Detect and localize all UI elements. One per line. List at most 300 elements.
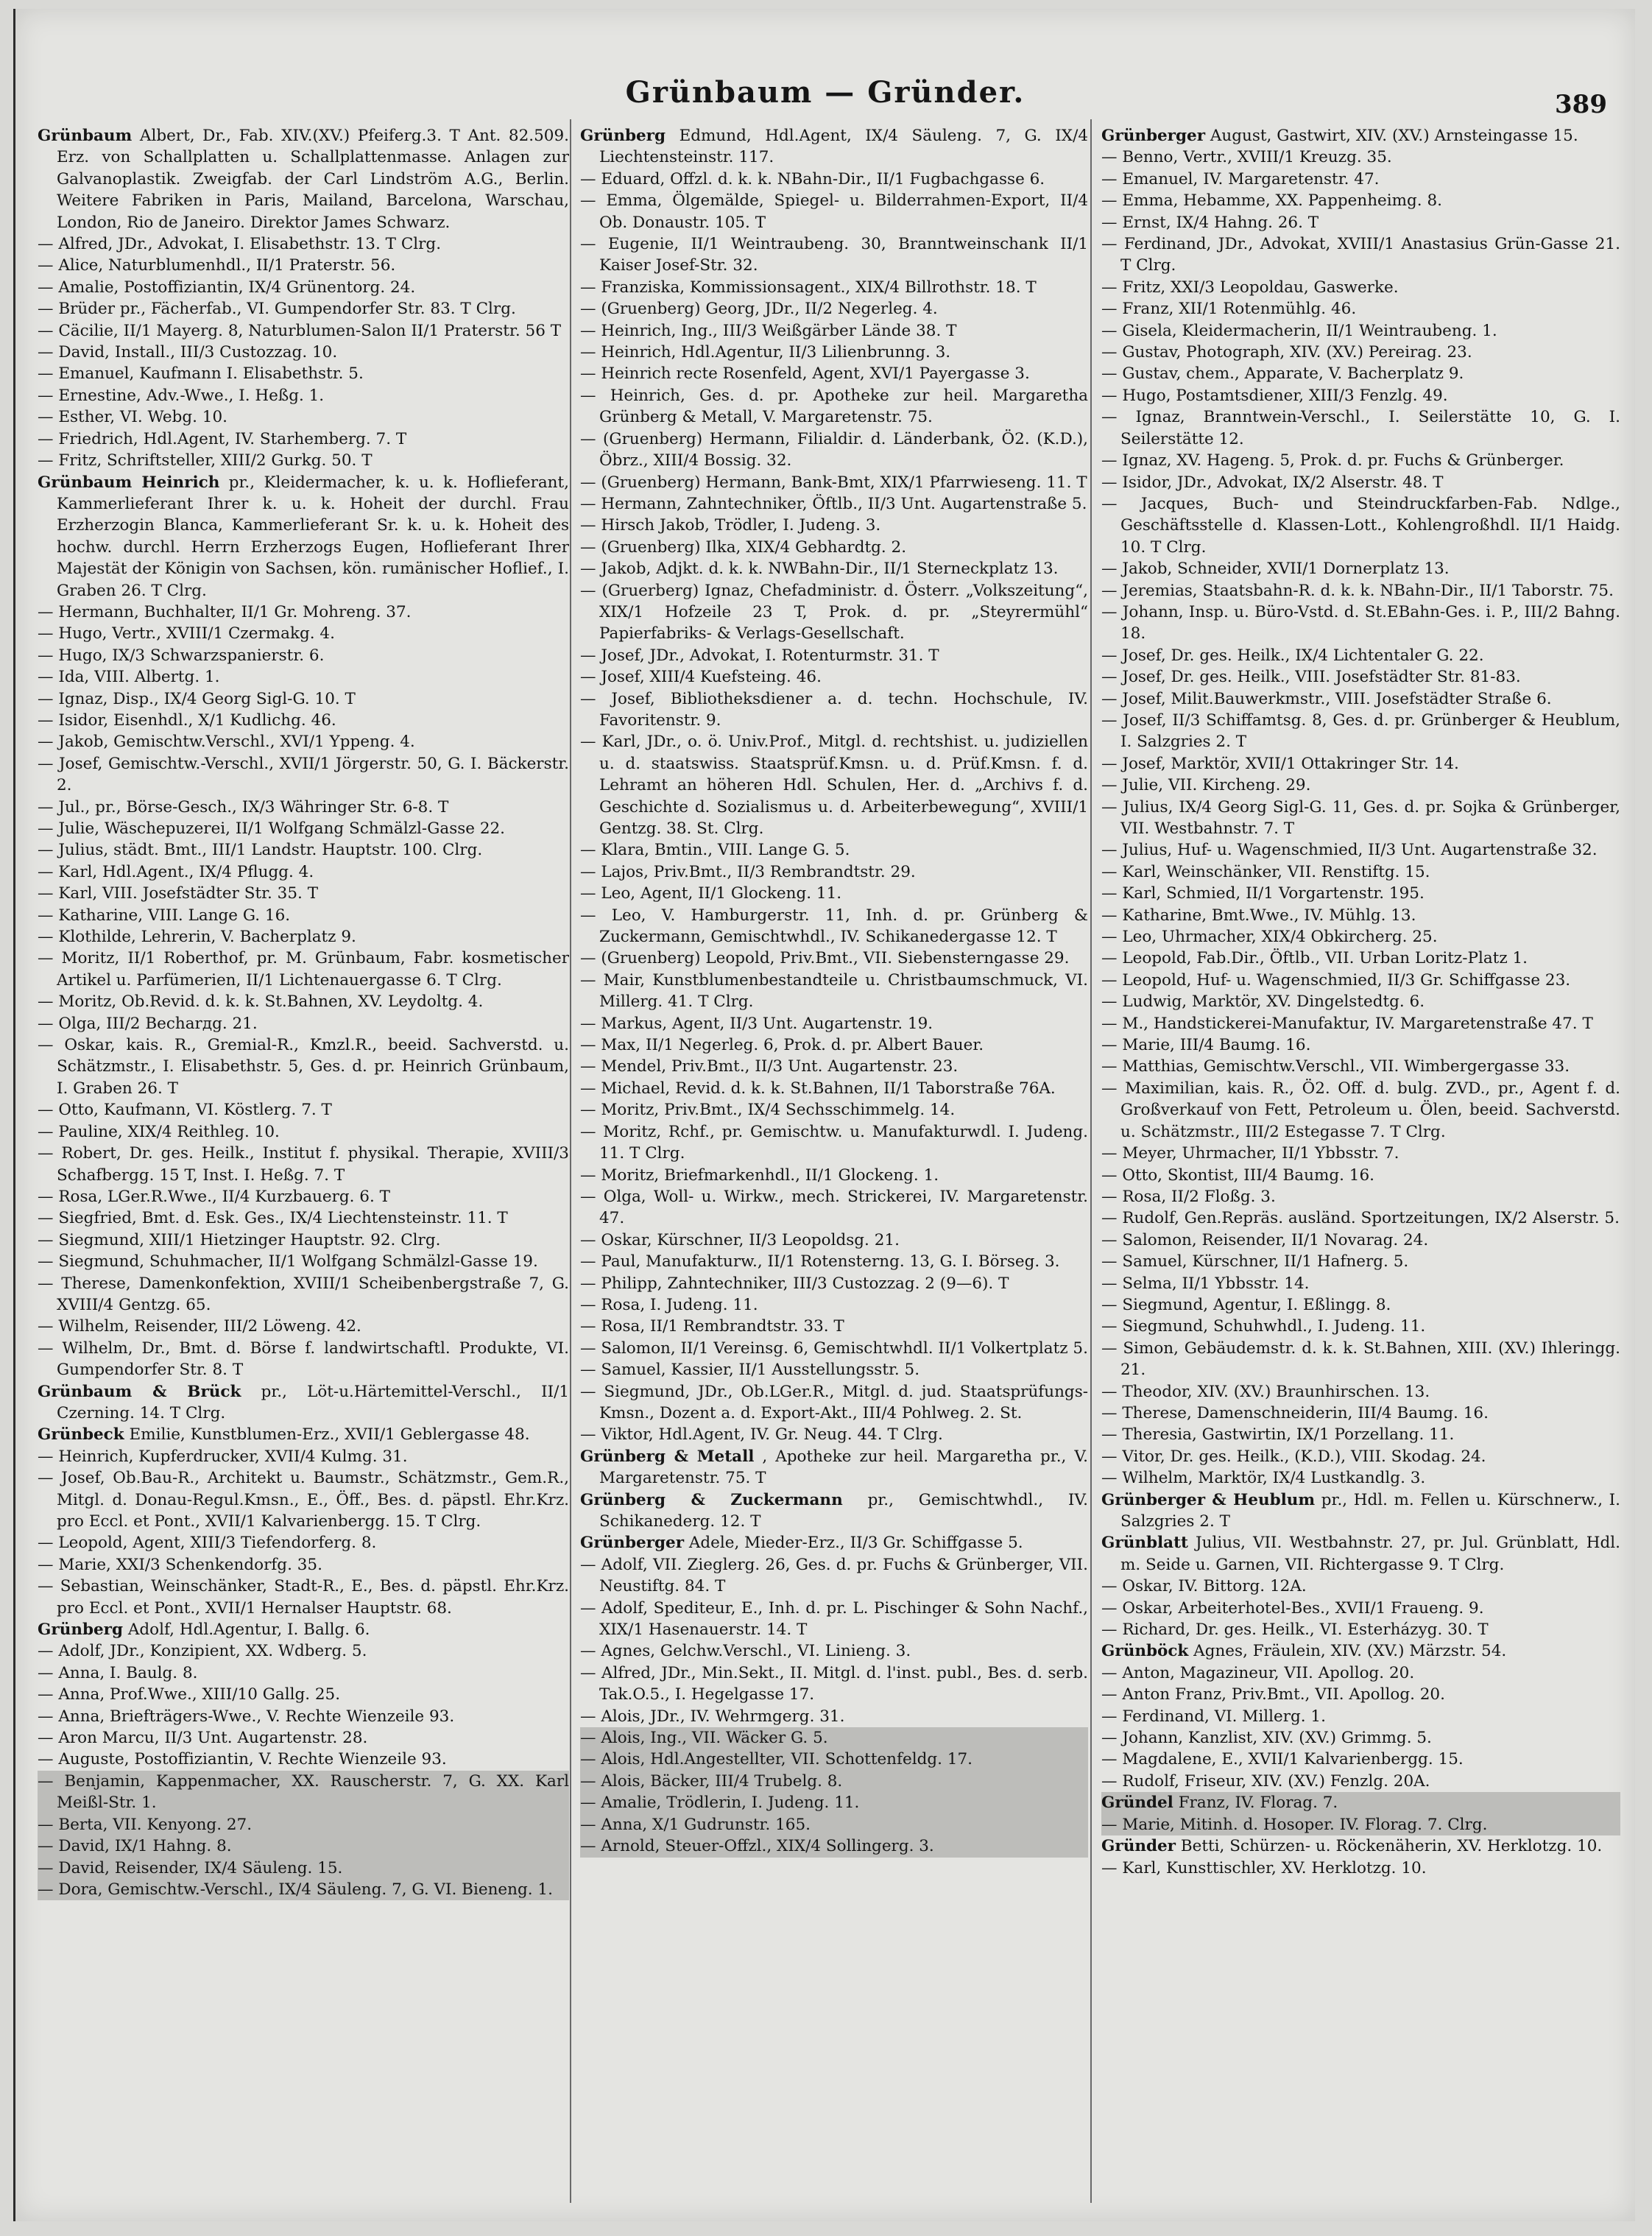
directory-entry	[580, 472, 1088, 493]
entry-surname: Grünblatt	[1101, 1534, 1188, 1553]
directory-entry	[38, 1749, 569, 1770]
entry-text: — Samuel, Kassier, II/1 Ausstellungsstr. 5.	[580, 1361, 920, 1380]
entry-surname: Gründer	[1101, 1837, 1176, 1856]
entry-surname: Grünberger	[580, 1534, 685, 1553]
directory-entry	[1101, 1467, 1620, 1489]
directory-entry	[38, 666, 569, 688]
directory-entry	[1101, 233, 1620, 277]
entry-text: — Oskar, IV. Bittorg. 12A.	[1101, 1577, 1307, 1596]
directory-entry	[580, 688, 1088, 732]
directory-entry	[580, 493, 1088, 515]
entry-text: — Julius, Huf- u. Wagenschmied, II/3 Unt. Augartenstraße 32.	[1101, 841, 1598, 860]
directory-entry	[38, 1034, 569, 1099]
directory-entry	[1101, 1230, 1620, 1251]
entry-text: — Rosa, I. Judeng. 11.	[580, 1295, 758, 1314]
directory-entry	[38, 255, 569, 276]
directory-entry	[1101, 775, 1620, 796]
directory-entry	[38, 602, 569, 623]
entry-text: — Johann, Insp. u. Büro-Vstd. d. St.EBahn-Ges. i. P., III/2 Bahng. 18.	[1101, 602, 1620, 643]
entry-text: — David, IX/1 Hahng. 8.	[38, 1837, 232, 1856]
entry-text: — Magdalene, E., XVII/1 Kalvarienbergg. 15.	[1101, 1750, 1464, 1769]
entry-text: — Rudolf, Gen.Repräs. ausländ. Sportzeitungen, IX/2 Alserstr. 5.	[1101, 1209, 1620, 1228]
entry-text: — Isidor, JDr., Advokat, IX/2 Alserstr. 48. T	[1101, 473, 1444, 492]
entry-text: — Julie, VII. Kircheng. 29.	[1101, 776, 1311, 795]
directory-entry	[38, 1835, 569, 1857]
entry-text: — Emma, Ölgemälde, Spiegel- u. Bilderrahmen-Export, II/4 Ob. Donaustr. 105. T	[580, 191, 1088, 232]
directory-entry	[1101, 1684, 1620, 1705]
directory-entry	[1101, 1619, 1620, 1640]
directory-entry	[580, 1835, 1088, 1857]
directory-entry	[38, 688, 569, 710]
directory-entry	[1101, 710, 1620, 753]
entry-text: — Otto, Skontist, III/4 Baumg. 16.	[1101, 1165, 1374, 1185]
entry-text: — Matthias, Gemischtw.Verschl., VII. Wimbergergasse 33.	[1101, 1057, 1570, 1076]
directory-page	[13, 9, 1635, 2221]
directory-entry	[1101, 905, 1620, 926]
directory-entry	[1101, 125, 1620, 147]
directory-entry	[580, 645, 1088, 666]
entry-text: — Oskar, Arbeiterhotel-Bes., XVII/1 Fraueng. 9.	[1101, 1598, 1484, 1618]
directory-entry	[38, 125, 569, 233]
directory-entry	[38, 1099, 569, 1121]
directory-column-3	[1101, 125, 1620, 2201]
entry-text: — Wilhelm, Reisender, III/2 Löweng. 42.	[38, 1317, 361, 1336]
entry-text: — (Gruenberg) Leopold, Priv.Bmt., VII. Siebensterngasse 29.	[580, 949, 1070, 968]
entry-text: — Vitor, Dr. ges. Heilk., (K.D.), VIII. Skodag. 24.	[1101, 1447, 1486, 1466]
directory-entry	[1101, 1078, 1620, 1143]
entry-text: — Fritz, Schriftsteller, XIII/2 Gurkg. 50. T	[38, 451, 373, 470]
directory-entry	[1101, 1424, 1620, 1445]
directory-entry	[38, 1381, 569, 1425]
entry-text: — Alfred, JDr., Min.Sekt., II. Mitgl. d. l'inst. publ., Bes. d. serb. Tak.O.5., I. Hegelgasse 17.	[580, 1663, 1088, 1704]
directory-entry	[1101, 1316, 1620, 1337]
directory-entry	[38, 1467, 569, 1532]
directory-entry	[38, 905, 569, 926]
directory-entry	[1101, 472, 1620, 493]
directory-entry	[580, 948, 1088, 969]
entry-text: — Klothilde, Lehrerin, V. Bacherplatz 9.	[38, 928, 356, 947]
entry-text: — Otto, Kaufmann, VI. Köstlerg. 7. T	[38, 1101, 332, 1120]
directory-entry	[1101, 1576, 1620, 1597]
entry-text: — Markus, Agent, II/3 Unt. Augartenstr. 19.	[580, 1014, 933, 1033]
entry-text: — Robert, Dr. ges. Heilk., Institut f. physikal. Therapie, XVIII/3 Schafbergg. 15 T, Inst. I. Heßg. 7. T	[38, 1144, 569, 1185]
entry-text: — Katharine, VIII. Lange G. 16.	[38, 906, 291, 925]
directory-entry	[1101, 1186, 1620, 1207]
entry-text: — Karl, JDr., o. ö. Univ.Prof., Mitgl. d. rechtshist. u. judiziellen u. d. staatswiss. Staatsprüf.Kmsn. u. d. Prüf.Kmsn. f. d. Lehramt an höheren Hdl. Schulen, Her. d. „Archivs f. d. Geschichte d. Sozialismus u. d. Arbeiterbewegung“, XVIII/1 Gentzg. 38. St. Clrg.	[580, 733, 1088, 838]
entry-text: — Hugo, IX/3 Schwarzspanierstr. 6.	[38, 646, 325, 665]
directory-entry	[1101, 363, 1620, 384]
directory-entry	[580, 320, 1088, 342]
entry-text: — Josef, XIII/4 Kuefsteing. 46.	[580, 668, 822, 687]
directory-entry	[580, 1013, 1088, 1034]
directory-entry	[38, 1706, 569, 1727]
entry-text: — Rudolf, Friseur, XIV. (XV.) Fenzlg. 20A.	[1101, 1771, 1430, 1791]
directory-entry	[580, 515, 1088, 536]
directory-column-1	[38, 125, 569, 2201]
directory-entry	[1101, 1489, 1620, 1533]
directory-entry	[580, 1381, 1088, 1425]
entry-text: — Siegmund, XIII/1 Hietzinger Hauptstr. 92. Clrg.	[38, 1230, 441, 1249]
entry-text: — Josef, II/3 Schiffamtsg. 8, Ges. d. pr. Grünberger & Heublum, I. Salzgries 2. T	[1101, 710, 1620, 752]
entry-text: — Rosa, II/1 Rembrandtstr. 33. T	[580, 1317, 844, 1336]
directory-entry	[580, 1056, 1088, 1077]
directory-entry	[38, 883, 569, 904]
entry-text: — Adolf, Spediteur, E., Inh. d. pr. L. Pischinger & Sohn Nachf., XIX/1 Hasenauerstr. 14. T	[580, 1598, 1088, 1640]
entry-text: — Brüder pr., Fächerfab., VI. Gumpendorfer Str. 83. T Clrg.	[38, 300, 516, 319]
directory-entry	[1101, 970, 1620, 991]
entry-text: — Karl, Kunsttischler, XV. Herklotzg. 10.	[1101, 1858, 1427, 1877]
directory-entry	[580, 1359, 1088, 1380]
directory-entry	[1101, 406, 1620, 450]
entry-text: — Ignaz, Branntwein-Verschl., I. Seilerstätte 10, G. I. Seilerstätte 12.	[1101, 408, 1620, 448]
directory-entry	[1101, 1056, 1620, 1077]
entry-text: Adolf, Hdl.Agentur, I. Ballg. 6.	[127, 1620, 370, 1640]
directory-entry	[1101, 602, 1620, 645]
entry-text: — Josef, Bibliotheksdiener a. d. techn. Hochschule, IV. Favoritenstr. 9.	[580, 689, 1088, 730]
directory-entry	[38, 406, 569, 428]
directory-entry	[580, 1532, 1088, 1553]
directory-entry	[580, 1251, 1088, 1272]
entry-text: — Anna, Briefträgers-Wwe., V. Rechte Wienzeile 93.	[38, 1707, 455, 1726]
directory-entry	[38, 298, 569, 320]
directory-entry	[38, 342, 569, 363]
directory-entry	[580, 1640, 1088, 1662]
entry-text: — Katharine, Bmt.Wwe., IV. Mühlg. 13.	[1101, 906, 1416, 925]
entry-text: — Josef, Gemischtw.-Verschl., XVII/1 Jörgerstr. 50, G. I. Bäckerstr. 2.	[38, 754, 569, 795]
entry-text: — Wilhelm, Marktör, IX/4 Lustkandlg. 3.	[1101, 1469, 1426, 1488]
directory-entry	[38, 1186, 569, 1207]
directory-entry	[580, 363, 1088, 384]
entry-text: — Therese, Damenkonfektion, XVIII/1 Scheibenbergstraße 7, G. XVIII/4 Gentzg. 65.	[38, 1274, 569, 1314]
entry-text: — (Gruenberg) Georg, JDr., II/2 Negerleg. 4.	[580, 300, 938, 319]
entry-text: — Siegmund, Schuhmacher, II/1 Wolfgang Schmälzl-Gasse 19.	[38, 1252, 538, 1272]
entry-surname: Grünberger & Heublum	[1101, 1490, 1316, 1509]
entry-text: — Alois, Ing., VII. Wäcker G. 5.	[580, 1729, 828, 1748]
entry-text: — Moritz, Priv.Bmt., IX/4 Sechsschimmelg. 14.	[580, 1101, 956, 1120]
directory-entry	[580, 1424, 1088, 1445]
entry-text: — Siegfried, Bmt. d. Esk. Ges., IX/4 Liechtensteinstr. 11. T	[38, 1209, 508, 1228]
directory-entry	[1101, 1835, 1620, 1857]
entry-text: — Leo, V. Hamburgerstr. 11, Inh. d. pr. Grünberg & Zuckermann, Gemischtwhdl., IV. Schikanedergasse 12. T	[580, 906, 1088, 947]
entry-text: Albert, Dr., Fab. XIV.(XV.) Pfeiferg.3. T Ant. 82.509. Erz. von Schallplatten u. Schallplattenmasse. Anlagen zur Galvanoplastik. Zweigfab. der Carl Lindström A.G., Berlin. Weitere Fabriken in Paris, Mailand, Barcelona, Warschau, London, Rio de Janeiro. Direktor James Schwarz.	[57, 127, 569, 232]
directory-entry	[1101, 277, 1620, 298]
entry-text: — Oskar, Kürschner, II/3 Leopoldsg. 21.	[580, 1230, 900, 1249]
entry-text: — Meyer, Uhrmacher, II/1 Ybbsstr. 7.	[1101, 1144, 1399, 1163]
entry-text: — David, Install., III/3 Custozzag. 10.	[38, 343, 338, 362]
entry-text: pr., Gemischtwhdl., IV. Schikanederg. 12. T	[599, 1490, 1088, 1531]
directory-entry	[1101, 991, 1620, 1012]
directory-entry	[1101, 1013, 1620, 1034]
entry-text: — Josef, JDr., Advokat, I. Rotenturmstr. 31. T	[580, 646, 939, 665]
directory-entry	[1101, 1207, 1620, 1229]
entry-text: — Simon, Gebäudemstr. d. k. k. St.Bahnen, XIII. (XV.) Ihleringg. 21.	[1101, 1339, 1620, 1380]
directory-entry	[1101, 797, 1620, 840]
directory-entry	[1101, 580, 1620, 602]
directory-entry	[1101, 861, 1620, 883]
entry-text: — Ludwig, Marktör, XV. Dingelstedtg. 6.	[1101, 992, 1425, 1012]
directory-entry	[580, 169, 1088, 190]
directory-entry	[1101, 1034, 1620, 1056]
entry-text: — Viktor, Hdl.Agent, IV. Gr. Neug. 44. T Clrg.	[580, 1425, 943, 1445]
entry-text: — Emma, Hebamme, XX. Pappenheimg. 8.	[1101, 191, 1442, 211]
entry-text: — Eduard, Offzl. d. k. k. NBahn-Dir., II/1 Fugbachgasse 6.	[580, 169, 1045, 188]
directory-entry	[1101, 926, 1620, 948]
directory-entry	[38, 1727, 569, 1749]
directory-entry	[38, 450, 569, 471]
entry-text: — Wilhelm, Dr., Bmt. d. Börse f. landwirtschaftl. Produkte, VI. Gumpendorfer Str. 8. T	[38, 1339, 569, 1380]
entry-text: — Karl, VIII. Josefstädter Str. 35. T	[38, 884, 319, 903]
entry-text: — Heinrich, Ges. d. pr. Apotheke zur heil. Margaretha Grünberg & Metall, V. Margaretenstr. 75.	[580, 386, 1088, 427]
entry-text: — Benjamin, Kappenmacher, XX. Rauscherstr. 7, G. XX. Karl Meißl-Str. 1.	[38, 1771, 569, 1813]
directory-entry	[1101, 450, 1620, 471]
entry-surname: Grünberg & Metall	[580, 1447, 755, 1466]
directory-entry	[580, 1814, 1088, 1835]
entry-text: — Ferdinand, VI. Millerg. 1.	[1101, 1707, 1326, 1726]
entry-text: — Hermann, Zahntechniker, Öftlb., II/3 Unt. Augartenstraße 5.	[580, 494, 1087, 513]
directory-entry	[580, 125, 1088, 169]
entry-text: — David, Reisender, IX/4 Säuleng. 15.	[38, 1858, 343, 1877]
directory-entry	[38, 1446, 569, 1467]
entry-text: — Marie, Mitinh. d. Hosoper. IV. Florag. 7. Clrg.	[1101, 1815, 1488, 1834]
directory-entry	[580, 1554, 1088, 1598]
directory-entry	[580, 1316, 1088, 1337]
page-number: 389	[1555, 90, 1607, 119]
entry-text: Agnes, Fräulein, XIV. (XV.) Märzstr. 54.	[1193, 1642, 1507, 1661]
entry-text: — M., Handstickerei-Manufaktur, IV. Margaretenstraße 47. T	[1101, 1014, 1593, 1033]
directory-entry	[38, 1121, 569, 1143]
entry-text: — Michael, Revid. d. k. k. St.Bahnen, II/1 Taborstraße 76A.	[580, 1079, 1056, 1098]
directory-entry	[1101, 342, 1620, 363]
directory-entry	[1101, 1598, 1620, 1619]
entry-text: — (Gruenberg) Hermann, Filialdir. d. Länderbank, Ö2. (K.D.), Öbrz., XIII/4 Bossig. 32.	[580, 429, 1088, 470]
directory-entry	[38, 1858, 569, 1879]
entry-text: — (Gruenberg) Hermann, Bank-Bmt, XIX/1 Pfarrwieseng. 11. T	[580, 473, 1087, 492]
directory-entry	[38, 1879, 569, 1900]
directory-entry	[1101, 1662, 1620, 1684]
entry-text: — Gisela, Kleidermacherin, II/1 Weintraubeng. 1.	[1101, 321, 1497, 340]
directory-entry	[38, 623, 569, 644]
entry-text: — Ignaz, Disp., IX/4 Georg Sigl-G. 10. T	[38, 689, 356, 708]
entry-text: — Alois, Hdl.Angestellter, VII. Schottenfeldg. 17.	[580, 1750, 973, 1769]
entry-text: — Hermann, Buchhalter, II/1 Gr. Mohreng. 37.	[38, 602, 412, 621]
directory-entry	[38, 861, 569, 883]
entry-text: — Leopold, Huf- u. Wagenschmied, II/3 Gr. Schiffgasse 23.	[1101, 970, 1571, 990]
entry-text: — Anna, I. Baulg. 8.	[38, 1663, 198, 1682]
directory-entry	[580, 970, 1088, 1013]
entry-text: — (Gruerberg) Ignaz, Chefadministr. d. Österr. „Volkszeitung“, XIX/1 Hofzeile 23 T, Prok. d. pr. „Steyrermühl“ Papierfabriks- & Verlags-Gesellschaft.	[580, 581, 1088, 643]
column-rule	[1090, 119, 1092, 2203]
entry-text: — Anna, X/1 Gudrunstr. 165.	[580, 1815, 811, 1834]
directory-entry	[580, 1165, 1088, 1186]
entry-text: pr., Kleidermacher, k. u. k. Hoflieferant, Kammerlieferant Ihrer k. u. k. Hoheit der durchl. Frau Erzherzogin Blanca, Kammerlieferant Sr. k. u. k. Hoheit des hochw. durchl. Herrn Erzherzogs Eugen, Hoflieferant Ihrer Majestät der Königin von Sachsen, kön. rumänischer Hoflief., I. Graben 26. T Clrg.	[57, 473, 569, 600]
entry-text: — Ida, VIII. Albertg. 1.	[38, 668, 220, 687]
entry-text: — Cäcilie, II/1 Mayerg. 8, Naturblumen-Salon II/1 Praterstr. 56 T	[38, 321, 562, 340]
entry-text: — Hugo, Vertr., XVIII/1 Czermakg. 4.	[38, 624, 335, 643]
entry-text: — Ignaz, XV. Hageng. 5, Prok. d. pr. Fuchs & Grünberger.	[1101, 451, 1564, 470]
entry-text: — Theodor, XIV. (XV.) Braunhirschen. 13.	[1101, 1382, 1430, 1401]
entry-text: — Leopold, Agent, XIII/3 Tiefendorferg. 8.	[38, 1534, 377, 1553]
entry-surname: Gründel	[1101, 1794, 1173, 1813]
directory-entry	[580, 1446, 1088, 1489]
directory-entry	[1101, 1294, 1620, 1316]
entry-text: — Alice, Naturblumenhdl., II/1 Praterstr. 56.	[38, 256, 396, 275]
directory-entry	[1101, 883, 1620, 904]
entry-text: — Klara, Bmtin., VIII. Lange G. 5.	[580, 841, 850, 860]
entry-text: — Heinrich, Ing., III/3 Weißgärber Lände 38. T	[580, 321, 957, 340]
directory-entry	[38, 1662, 569, 1684]
directory-entry	[38, 645, 569, 666]
directory-entry	[1101, 320, 1620, 342]
entry-text: — (Gruenberg) Ilka, XIX/4 Gebhardtg. 2.	[580, 537, 907, 557]
entry-text: — Olga, Woll- u. Wirkw., mech. Strickerei, IV. Margaretenstr. 47.	[580, 1187, 1088, 1228]
directory-entry	[38, 1230, 569, 1251]
entry-text: — Alois, JDr., IV. Wehrmgerg. 31.	[580, 1707, 845, 1726]
directory-entry	[38, 363, 569, 384]
directory-entry	[580, 537, 1088, 558]
entry-surname: Grünbaum Heinrich	[38, 473, 220, 492]
entry-text: — Oskar, kais. R., Gremial-R., Kmzl.R., beeid. Sachverstd. u. Schätzmstr., I. Elisabethstr. 5, Ges. d. pr. Heinrich Grünbaum, I. Graben 26. T	[38, 1036, 569, 1098]
entry-text: — Ferdinand, JDr., Advokat, XVIII/1 Anastasius Grün-Gasse 21. T Clrg.	[1101, 235, 1620, 275]
directory-entry	[1101, 169, 1620, 190]
directory-entry	[38, 753, 569, 797]
entry-text: — Franz, XII/1 Rotenmühlg. 46.	[1101, 300, 1357, 319]
directory-entry	[580, 1338, 1088, 1359]
directory-entry	[1101, 1532, 1620, 1576]
entry-text: — Julie, Wäschepuzerei, II/1 Wolfgang Schmälzl-Gasse 22.	[38, 819, 506, 838]
directory-entry	[580, 1727, 1088, 1749]
directory-entry	[38, 948, 569, 991]
entry-text: — Moritz, Briefmarkenhdl., II/1 Glockeng. 1.	[580, 1165, 939, 1185]
entry-text: — Lajos, Priv.Bmt., II/3 Rembrandtstr. 29.	[580, 862, 916, 881]
directory-entry	[38, 1814, 569, 1835]
directory-entry	[580, 1706, 1088, 1727]
directory-entry	[1101, 839, 1620, 861]
entry-text: — Ernestine, Adv.-Wwe., I. Heßg. 1.	[38, 386, 325, 405]
column-rule	[570, 119, 571, 2203]
entry-text: — Emanuel, IV. Margaretenstr. 47.	[1101, 169, 1380, 188]
entry-text: — Karl, Weinschänker, VII. Renstiftg. 15.	[1101, 862, 1430, 881]
entry-text: — Siegmund, Schuhwhdl., I. Judeng. 11.	[1101, 1317, 1426, 1336]
directory-entry	[580, 1792, 1088, 1813]
directory-entry	[38, 839, 569, 861]
directory-entry	[580, 558, 1088, 579]
directory-entry	[1101, 1165, 1620, 1186]
directory-entry	[38, 731, 569, 752]
directory-entry	[1101, 1251, 1620, 1272]
entry-text: — Josef, Ob.Bau-R., Architekt u. Baumstr., Schätzmstr., Gem.R., Mitgl. d. Donau-Regul.Kmsn., E., Öff., Bes. d. päpstl. Ehr.Krz. pro Eccl. et Pont., XVII/1 Kalvarienbergg. 15. T Clrg.	[38, 1469, 569, 1531]
entry-text: — Salomon, II/1 Vereinsg. 6, Gemischtwhdl. II/1 Volkertplatz 5.	[580, 1339, 1088, 1358]
entry-text: — Gustav, chem., Apparate, V. Bacherplatz 9.	[1101, 364, 1464, 384]
directory-entry	[38, 797, 569, 818]
directory-entry	[1101, 1792, 1620, 1813]
directory-entry	[1101, 1771, 1620, 1792]
entry-surname: Grünbeck	[38, 1425, 124, 1445]
directory-entry	[1101, 147, 1620, 168]
entry-text: — Agnes, Gelchw.Verschl., VI. Linieng. 3.	[580, 1642, 911, 1661]
directory-entry	[580, 342, 1088, 363]
directory-entry	[1101, 385, 1620, 406]
entry-text: — Aron Marcu, II/3 Unt. Augartenstr. 28.	[38, 1729, 368, 1748]
entry-text: — Jakob, Adjkt. d. k. k. NWBahn-Dir., II/1 Sterneckplatz 13.	[580, 560, 1059, 579]
directory-entry	[580, 385, 1088, 428]
entry-text: — Anton, Magazineur, VII. Apollog. 20.	[1101, 1663, 1415, 1682]
entry-text: — Alois, Bäcker, III/4 Trubelg. 8.	[580, 1771, 843, 1791]
entry-text: Franz, IV. Florag. 7.	[1178, 1794, 1338, 1813]
entry-text: — Franziska, Kommissionsagent., XIX/4 Billrothstr. 18. T	[580, 278, 1037, 297]
directory-entry	[1101, 212, 1620, 233]
directory-entry	[1101, 1273, 1620, 1294]
directory-entry	[1101, 688, 1620, 710]
directory-entry	[580, 580, 1088, 645]
entry-text: — Moritz, Rchf., pr. Gemischtw. u. Manufakturwdl. I. Judeng. 11. T Clrg.	[580, 1122, 1088, 1163]
directory-entry	[1101, 1706, 1620, 1727]
directory-entry	[580, 861, 1088, 883]
entry-text: — Adolf, VII. Zieglerg. 26, Ges. d. pr. Fuchs & Grünberger, VII. Neustiftg. 84. T	[580, 1555, 1088, 1596]
entry-text: — Marie, XXI/3 Schenkendorfg. 35.	[38, 1555, 322, 1574]
directory-entry	[38, 1207, 569, 1229]
entry-text: — Theresia, Gastwirtin, IX/1 Porzellang. 11.	[1101, 1425, 1455, 1445]
entry-text: — Anton Franz, Priv.Bmt., VII. Apollog. 20.	[1101, 1685, 1445, 1704]
entry-text: pr., Löt-u.Härtemittel-Verschl., II/1 Czerning. 14. T Clrg.	[57, 1382, 569, 1422]
directory-entry	[38, 1251, 569, 1272]
directory-entry	[580, 1273, 1088, 1294]
entry-text: — Berta, VII. Kenyong. 27.	[38, 1815, 253, 1834]
directory-entry	[580, 905, 1088, 948]
entry-text: — Pauline, XIX/4 Reithleg. 10.	[38, 1122, 280, 1141]
directory-entry	[38, 233, 569, 255]
directory-entry	[1101, 1727, 1620, 1749]
directory-entry	[38, 926, 569, 948]
directory-entry	[1101, 1381, 1620, 1403]
directory-entry	[1101, 1403, 1620, 1424]
entry-text: — Karl, Schmied, II/1 Vorgartenstr. 195.	[1101, 884, 1425, 903]
entry-text: — Amalie, Trödlerin, I. Judeng. 11.	[580, 1794, 860, 1813]
entry-text: — Rosa, LGer.R.Wwe., II/4 Kurzbauerg. 6. T	[38, 1187, 390, 1206]
directory-entry	[38, 1771, 569, 1814]
entry-text: — Johann, Kanzlist, XIV. (XV.) Grimmg. 5.	[1101, 1729, 1432, 1748]
entry-text: — Eugenie, II/1 Weintraubeng. 30, Branntweinschank II/1 Kaiser Josef-Str. 32.	[580, 235, 1088, 275]
entry-text: — Selma, II/1 Ybbsstr. 14.	[1101, 1274, 1310, 1293]
directory-entry	[580, 731, 1088, 839]
directory-entry	[580, 1662, 1088, 1706]
entry-text: , Apotheke zur heil. Margaretha pr., V. Margaretenstr. 75. T	[599, 1447, 1088, 1488]
directory-entry	[1101, 753, 1620, 775]
directory-entry	[38, 1273, 569, 1316]
entry-text: — Adolf, JDr., Konzipient, XX. Wdberg. 5.	[38, 1642, 367, 1661]
entry-text: — Josef, Dr. ges. Heilk., IX/4 Lichtentaler G. 22.	[1101, 646, 1484, 665]
entry-text: — Richard, Dr. ges. Heilk., VI. Esterházyg. 30. T	[1101, 1620, 1489, 1640]
entry-text: — Julius, IX/4 Georg Sigl-G. 11, Ges. d. pr. Sojka & Grünberger, VII. Westbahnstr. 7. T	[1101, 797, 1620, 838]
entry-text: — Heinrich, Hdl.Agentur, II/3 Lilienbrunng. 3.	[580, 343, 951, 362]
entry-text: — Siegmund, JDr., Ob.LGer.R., Mitgl. d. jud. Staatsprüfungs-Kmsn., Dozent a. d. Export-Akt., III/4 Pohlweg. 2. St.	[580, 1382, 1088, 1422]
entry-text: — Siegmund, Agentur, I. Eßlingg. 8.	[1101, 1295, 1391, 1314]
directory-entry	[1101, 1858, 1620, 1879]
entry-text: — Gustav, Photograph, XIV. (XV.) Pereirag. 23.	[1101, 343, 1472, 362]
directory-entry	[580, 1121, 1088, 1165]
entry-surname: Grünberg	[580, 127, 666, 145]
entry-text: — Auguste, Postoffiziantin, V. Rechte Wienzeile 93.	[38, 1750, 447, 1769]
directory-entry	[580, 298, 1088, 320]
entry-surname: Grünberg & Zuckermann	[580, 1490, 843, 1509]
entry-text: — Jakob, Schneider, XVII/1 Dornerplatz 13.	[1101, 560, 1450, 579]
directory-entry	[38, 991, 569, 1012]
entry-text: — Heinrich recte Rosenfeld, Agent, XVI/1 Payergasse 3.	[580, 364, 1030, 384]
entry-text: — Salomon, Reisender, II/1 Novarag. 24.	[1101, 1230, 1429, 1249]
entry-text: — Sebastian, Weinschänker, Stadt-R., E., Bes. d. päpstl. Ehr.Krz. pro Eccl. et Pont., XVII/1 Hernalser Hauptstr. 68.	[38, 1577, 569, 1618]
running-head: Grünbaum — Gründer.	[625, 75, 1026, 110]
directory-entry	[580, 1489, 1088, 1533]
directory-entry	[580, 428, 1088, 472]
